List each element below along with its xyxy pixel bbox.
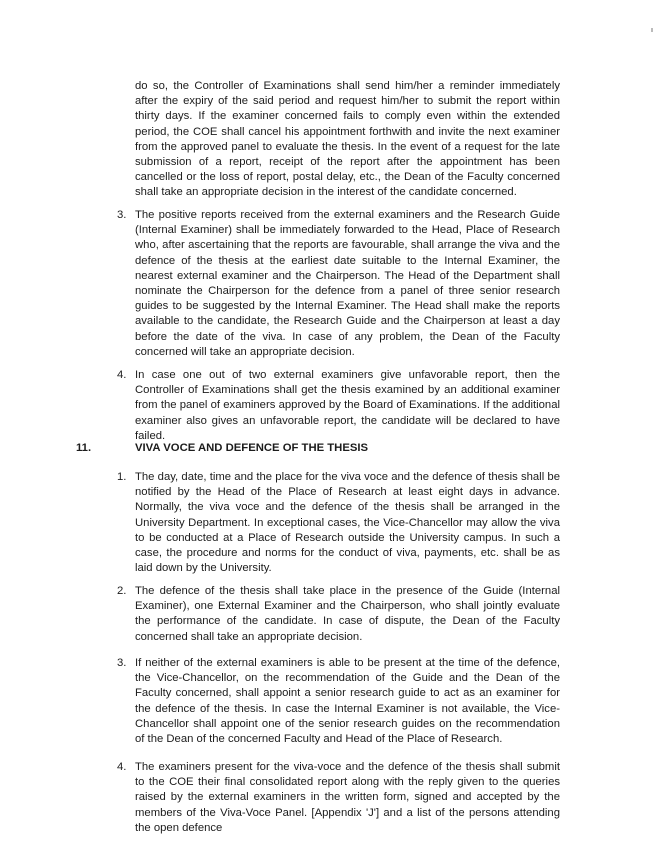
section-number: 11. [76,442,92,454]
scan-mark [651,28,653,32]
upper-item-text: The positive reports received from the external examiners and the Research Guide (Internal Examiner) shall be immediately forwarded to the Head, Place of Research who, after ascertaining that the reports are favourable, shall arrange the viva and the defence of the thesis at the earliest date suitable to the Internal Examiner, the nearest external examiner and the Chairperson. The Head of the Department shall nominate the Chairperson for the defence from a panel of three senior research guides to be suggested by the Internal Examiner. The Head shall make the reports available to the candidate, the Research Guide and the Chairperson at least a day before the date of the viva. In case of any problem, the Dean of the Faculty concerned will take an appropriate decision. [135,209,560,358]
section-item-number: 1. [117,471,127,483]
upper-item-number: 4. [117,369,127,381]
upper-item-text: In case one out of two external examiners give unfavorable report, then the Controller of Examinations shall get the thesis examined by an additional examiner from the panel of examiners approved by the Board of Examinations. If the additional examiner also gives an unfavorable report, the candidate will be declared to have failed. [135,369,560,442]
intro-paragraph: do so, the Controller of Examinations shall send him/her a reminder immediately after the expiry of the said period and request him/her to submit the report within thirty days. If the examiner concerned fails to comply even within the extended period, the COE shall cancel his appointment forthwith and invite the next examiner from the approved panel to evaluate the thesis. In the event of a request for the late submission of a report, receipt of the report after the appointment has been cancelled or the loss of report, postal delay, etc., the Dean of the Faculty concerned shall take an appropriate decision in the interest of the candidate concerned. [135,80,560,199]
upper-item-number: 3. [117,209,127,221]
section-item-text: The examiners present for the viva-voce and the defence of the thesis shall submit to the COE their final consolidated report along with the reply given to the queries raised by the external examiners in the written form, signed and accepted by the members of the Viva-Voce Panel. [Appendix 'J'] and a list of the persons attending the open defence [135,761,560,834]
section-item-number: 2. [117,585,127,597]
section-item-text: The defence of the thesis shall take place in the presence of the Guide (Internal Examiner), one External Examiner and the Chairperson, who shall jointly evaluate the performance of the candidate. In case of dispute, the Dean of the Faculty concerned shall take an appropriate decision. [135,585,560,643]
section-item-text: The day, date, time and the place for the viva voce and the defence of thesis shall be notified by the Head of the Place of Research at least eight days in advance. Normally, the viva voce and the defence of the thesis shall be arranged in the University Department. In exceptional cases, the Vice-Chancellor may allow the viva to be conducted at a Place of Research outside the University campus. In such a case, the procedure and norms for the conduct of viva, payments, etc. shall be as laid down by the University. [135,471,560,575]
section-title: VIVA VOCE AND DEFENCE OF THE THESIS [135,442,369,454]
section-item-number: 4. [117,761,127,773]
section-item-number: 3. [117,657,127,669]
section-item-text: If neither of the external examiners is able to be present at the time of the defence, the Vice-Chancellor, on the recommendation of the Guide and the Dean of the Faculty concerned, shall appoint a senior research guide to act as an examiner for the defence of the thesis. In case the Internal Examiner is not available, the Vice-Chancellor shall appoint one of the senior research guides on the recommendation of the Dean of the concerned Faculty and Head of the Place of Research. [135,657,560,746]
